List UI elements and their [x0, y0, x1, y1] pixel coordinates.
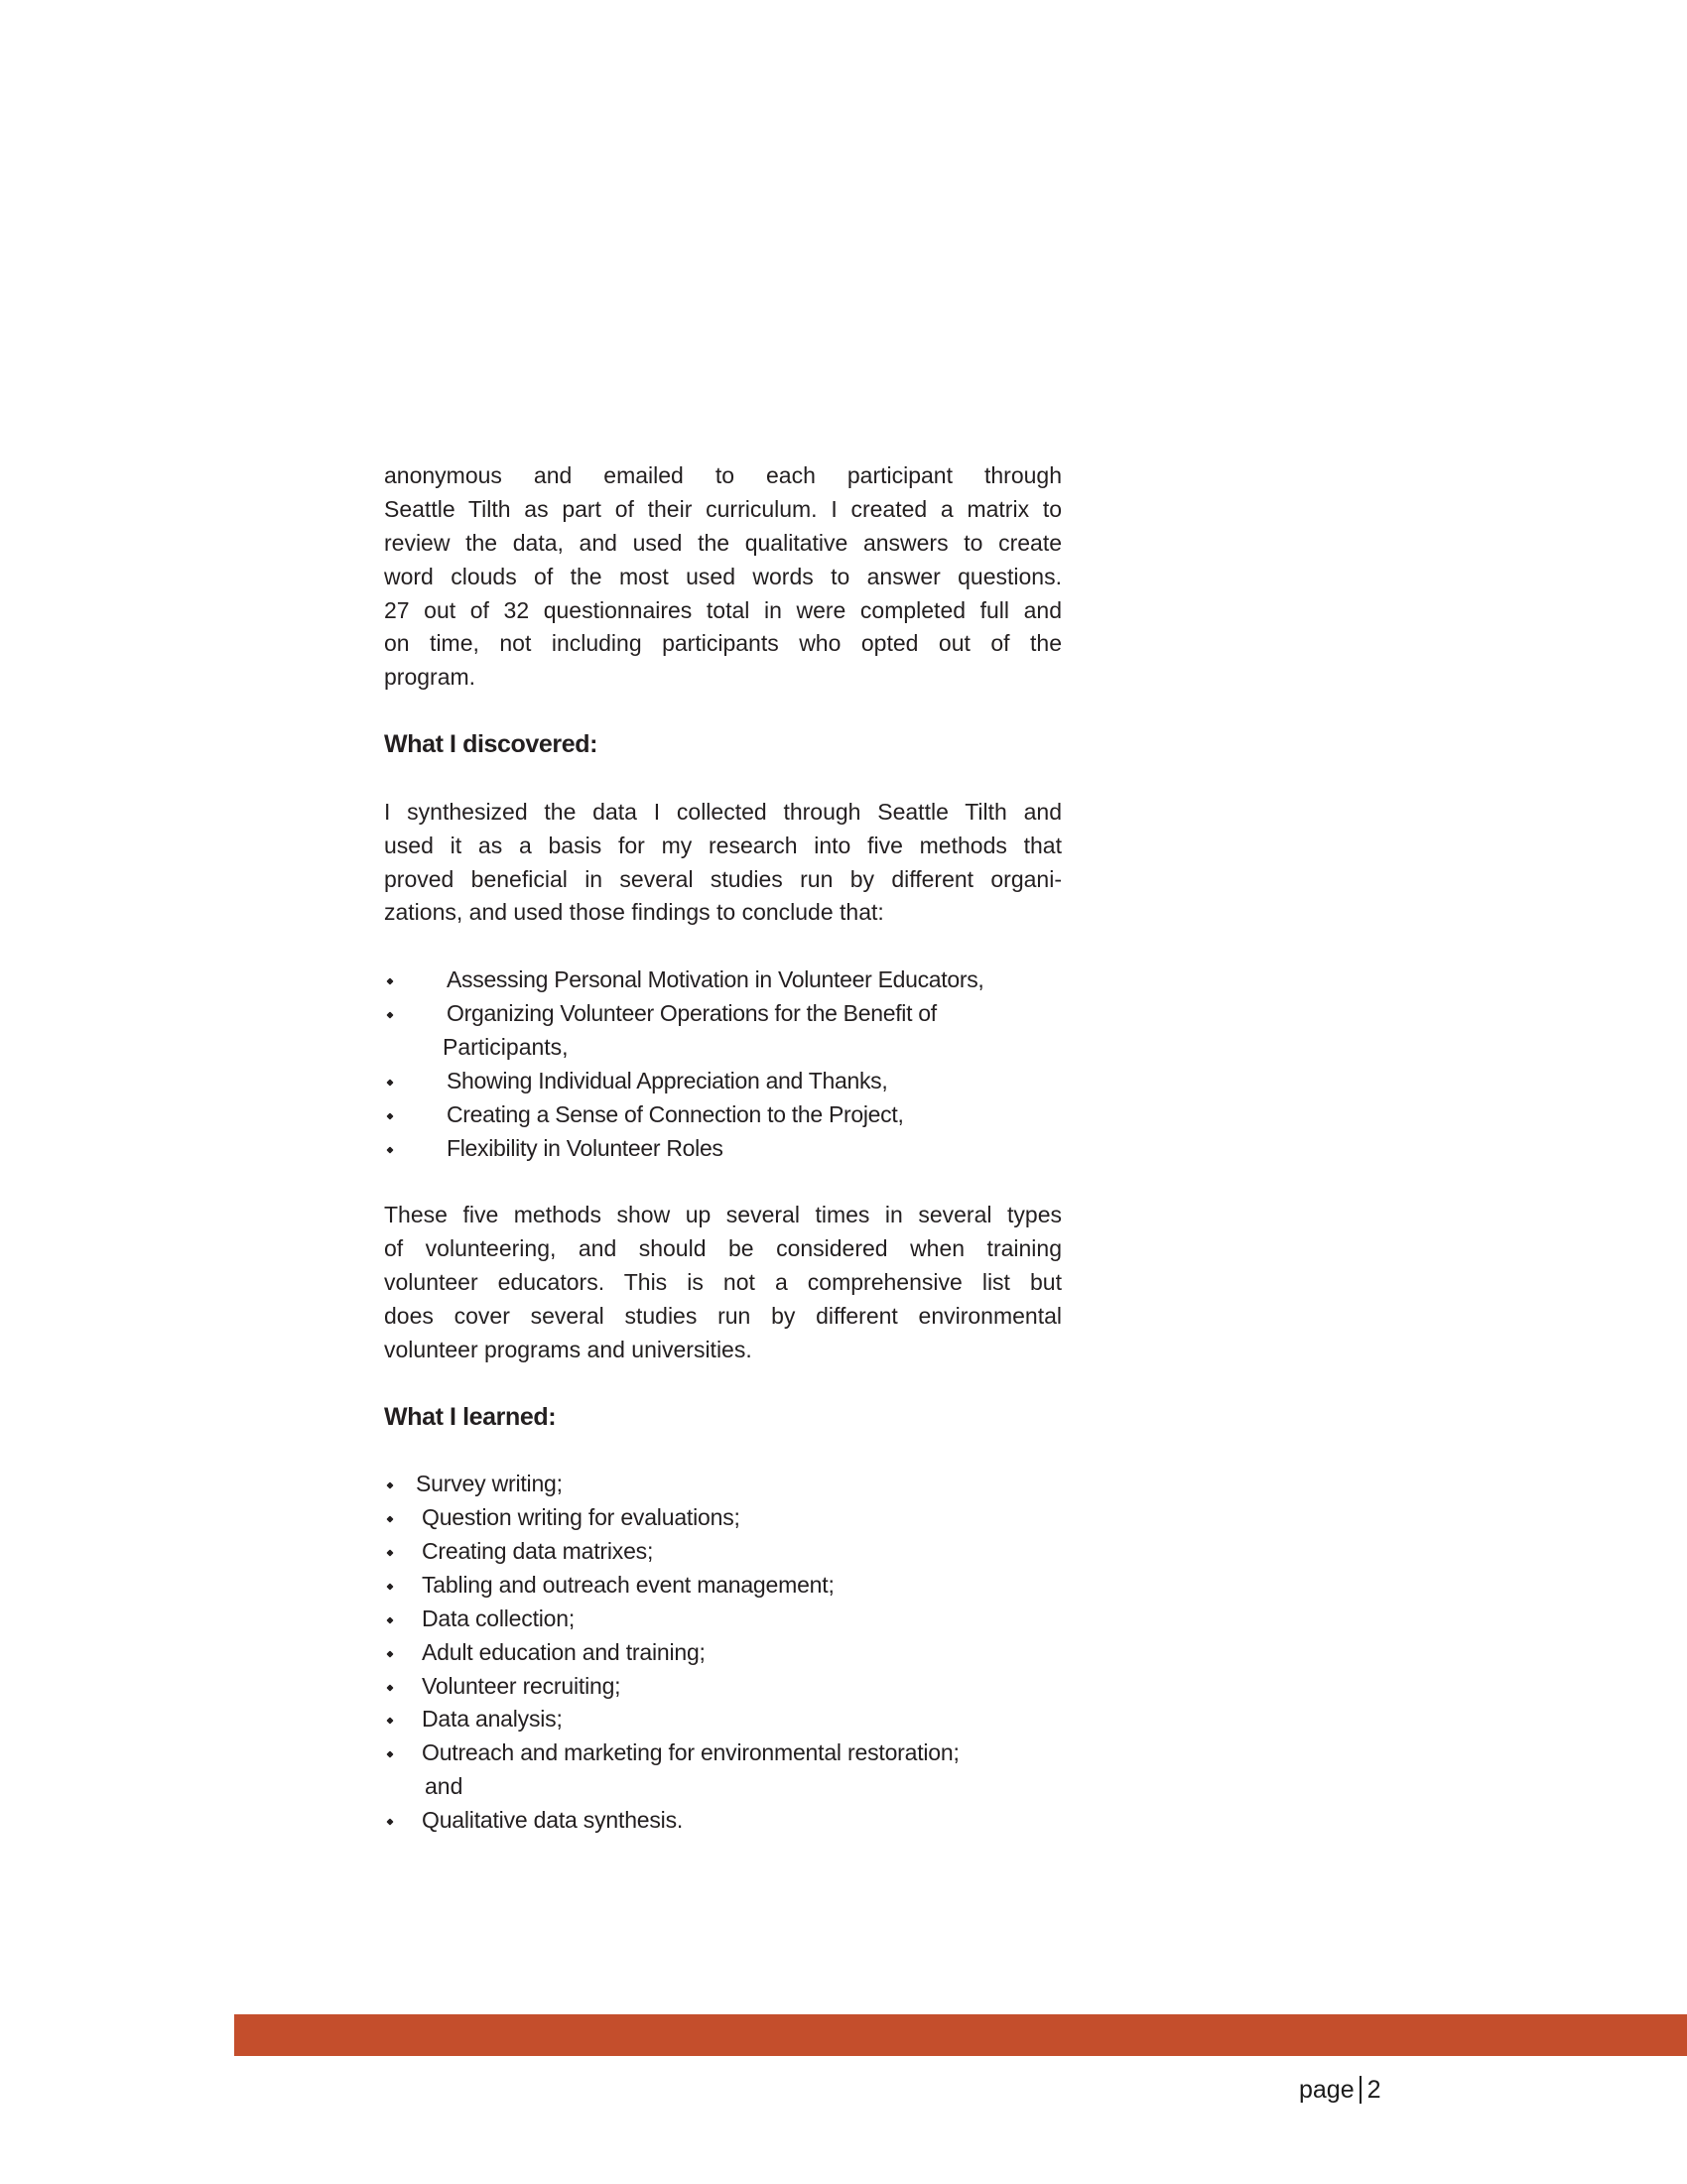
list-item	[384, 1132, 1062, 1166]
bullet-icon	[386, 1583, 393, 1590]
page-label: page	[1299, 2076, 1355, 2104]
list-item	[384, 1535, 1062, 1569]
list-item-text: Data collection;	[422, 1605, 576, 1631]
list-item	[384, 1098, 1062, 1132]
list-item-text: Assessing Personal Motivation in Volunteer Educators,	[447, 966, 984, 993]
paragraph-line: Seattle Tilth as part of their curriculum. I created a matrix to	[384, 495, 1062, 522]
skills-list	[384, 1468, 1062, 1838]
bullet-icon	[386, 1818, 393, 1825]
paragraph-line: does cover several studies run by different environmental	[384, 1302, 1062, 1329]
paragraph-line: volunteer programs and universities.	[384, 1336, 752, 1362]
list-item-text: Data analysis;	[422, 1706, 563, 1733]
list-item-text: Qualitative data synthesis.	[422, 1807, 684, 1833]
paragraph-line: on time, not including participants who opted out of the	[384, 630, 1062, 657]
list-item-text: Showing Individual Appreciation and Thanks,	[447, 1067, 888, 1093]
bullet-icon	[386, 1549, 393, 1556]
discovered-paragraph	[384, 796, 1062, 931]
spacer	[384, 762, 1062, 796]
paragraph-line: of volunteering, and should be considered when training	[384, 1235, 1062, 1262]
paragraph-line: review the data, and used the qualitative answers to create	[384, 529, 1062, 556]
bullet-icon	[386, 1751, 393, 1758]
spacer	[384, 1367, 1062, 1401]
list-item	[384, 1065, 1062, 1098]
bullet-icon	[386, 1482, 393, 1489]
list-item	[384, 1569, 1062, 1603]
list-item-continuation	[384, 1770, 1062, 1804]
list-item-text: Flexibility in Volunteer Roles	[447, 1134, 723, 1161]
list-item	[384, 1636, 1062, 1670]
list-item-text: Tabling and outreach event management;	[422, 1571, 835, 1598]
page-separator	[1360, 2076, 1362, 2104]
paragraph-line: program.	[384, 664, 476, 691]
paragraph-line: used it as a basis for my research into five methods that	[384, 832, 1062, 858]
bullet-icon	[386, 1616, 393, 1623]
section-heading-learned: What I learned:	[384, 1402, 557, 1431]
list-item-continuation	[384, 1031, 1062, 1065]
spacer	[384, 1165, 1062, 1199]
section-heading-discovered: What I discovered:	[384, 730, 598, 758]
spacer	[384, 930, 1062, 964]
conclusion-paragraph	[384, 1199, 1062, 1366]
paragraph-line: word clouds of the most used words to answer questions.	[384, 563, 1062, 589]
list-item	[384, 1468, 1062, 1501]
paragraph-line: zations, and used those findings to conclude that:	[384, 899, 884, 926]
footer-accent-bar	[234, 2014, 1687, 2056]
page-number-value: 2	[1366, 2076, 1381, 2104]
page-number	[1299, 2075, 1381, 2105]
list-item	[384, 997, 1062, 1031]
list-item	[384, 1804, 1062, 1838]
list-item-text: Survey writing;	[416, 1471, 563, 1497]
list-item-text: Outreach and marketing for environmental restoration;	[422, 1739, 960, 1766]
list-item-text: Question writing for evaluations;	[422, 1504, 740, 1531]
bullet-icon	[386, 978, 393, 985]
list-item-text: Volunteer recruiting;	[422, 1672, 621, 1699]
methods-list	[384, 964, 1062, 1165]
bullet-icon	[386, 1011, 393, 1018]
paragraph-line: proved beneficial in several studies run by different organi-	[384, 865, 1062, 892]
bullet-icon	[386, 1718, 393, 1725]
list-item	[384, 1670, 1062, 1704]
list-item-text: and	[425, 1773, 463, 1800]
list-item	[384, 1603, 1062, 1636]
list-item	[384, 1703, 1062, 1736]
intro-paragraph	[384, 459, 1062, 695]
list-item	[384, 1501, 1062, 1535]
list-item	[384, 1736, 1062, 1770]
bullet-icon	[386, 1684, 393, 1691]
list-item-text: Adult education and training;	[422, 1638, 706, 1665]
list-item-text: Participants,	[443, 1033, 569, 1060]
list-item-text: Organizing Volunteer Operations for the Benefit of	[447, 1000, 937, 1026]
spacer	[384, 695, 1062, 728]
spacer	[384, 1434, 1062, 1468]
document-body	[384, 459, 1062, 1838]
bullet-icon	[386, 1146, 393, 1153]
bullet-icon	[386, 1516, 393, 1523]
list-item-text: Creating data matrixes;	[422, 1538, 654, 1564]
bullet-icon	[386, 1650, 393, 1657]
paragraph-line: These five methods show up several times in several types	[384, 1202, 1062, 1228]
list-item-text: Creating a Sense of Connection to the Project,	[447, 1100, 904, 1127]
list-item	[384, 964, 1062, 997]
paragraph-line: 27 out of 32 questionnaires total in were completed full and	[384, 596, 1062, 623]
bullet-icon	[386, 1079, 393, 1086]
paragraph-line: anonymous and emailed to each participant through	[384, 462, 1062, 488]
paragraph-line: I synthesized the data I collected through Seattle Tilth and	[384, 798, 1062, 825]
paragraph-line: volunteer educators. This is not a comprehensive list but	[384, 1269, 1062, 1295]
bullet-icon	[386, 1112, 393, 1119]
